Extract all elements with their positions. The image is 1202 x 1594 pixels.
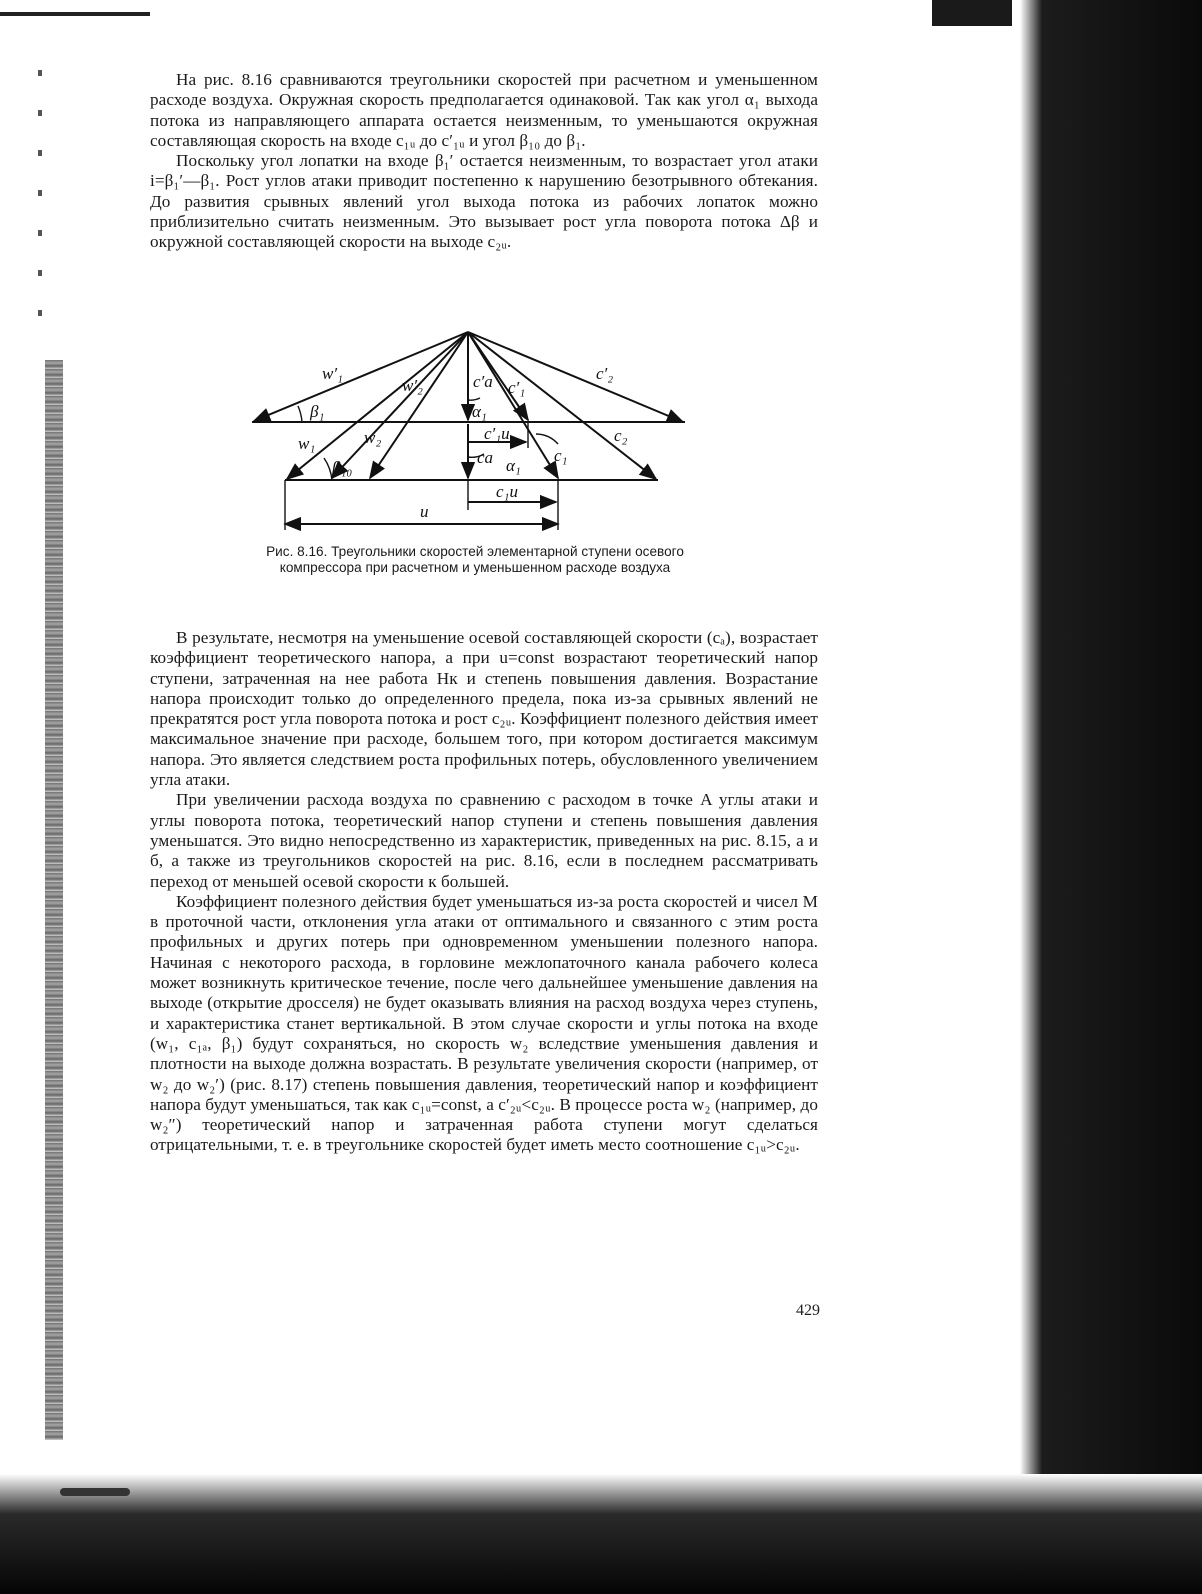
page-number: 429	[796, 1302, 820, 1319]
scan-artifact-top-line	[0, 12, 150, 16]
arc-c1	[536, 434, 558, 444]
label-w1-prime: w′₁	[322, 364, 343, 383]
label-ca: ca	[477, 448, 494, 467]
label-c1u-prime: c′₁u	[484, 424, 510, 443]
paragraph: В результате, несмотря на уменьшение осевой составляющей скорости (cₐ), возрастает коэффициент теоретического напора, а при u=const возрастают теоретический напор ступени, затраченная на нее работа Hк и степень повышения давления. Возрастание напора происходит только до определенного предела, пока из-за срывных явлений не прекратятся рост угла поворота потока и рост c₂ᵤ. Коэффициент полезного действия имеет максимальное значение при расходе, большем того, при котором достигается максимум напора. Это является следствием роста профильных потерь, обусловленного увеличением угла атаки.	[150, 628, 818, 790]
paragraph: Коэффициент полезного действия будет уменьшаться из-за роста скоростей и чисел M в проточной части, отклонения угла атаки от оптимального и связанного с этим роста профильных и других потерь при одновременном уменьшении полезного напора. Начиная с некоторого расхода, в горловине межлопаточного канала рабочего колеса может возникнуть критическое течение, после чего дальнейшее уменьшение давления на выходе (открытие дросселя) не будет оказывать влияния на расход воздуха через ступень, и характеристика станет вертикальной. В этом случае скорости и углы потока на входе (w₁, c₁ₐ, β₁) будут сохраняться, но скорость w₂ вследствие уменьшения давления и плотности на выходе должна возрастать. В результате увеличения скорости (например, от w₂ до w₂′) (рис. 8.17) степень повышения давления, теоретический напор и коэффициент напора будут уменьшаться, так как c₁ᵤ=const, а c′₂ᵤ<c₂ᵤ. В процессе роста w₂ (например, до w₂″) теоретический напор и затраченная работа ступени могут сделаться отрицательными, т. е. в треугольнике скоростей будет иметь место соотношение c₁ᵤ>c₂ᵤ.	[150, 891, 818, 1155]
velocity-triangles-diagram	[240, 322, 710, 532]
label-c2: c₂	[614, 426, 628, 445]
velocity-triangles-figure	[240, 322, 710, 532]
label-alpha1-top: α₁	[472, 402, 487, 421]
scan-artifact-right-band	[1012, 0, 1202, 1594]
scan-artifact-bottom-band	[0, 1474, 1202, 1594]
figure-caption: Рис. 8.16. Треугольники скоростей элементарной ступени осевого компрессора при расчетном и уменьшенном расходе воздуха	[266, 544, 684, 575]
label-c1u: c₁u	[496, 482, 518, 501]
vector-c2-prime	[468, 332, 683, 422]
vector-w1-prime	[254, 332, 468, 421]
paragraph: При увеличении расхода воздуха по сравнению с расходом в точке A углы атаки и углы поворота потока, теоретический напор ступени и степень повышения давления уменьшатся. Это видно непосредственно из характеристик, приведенных на рис. 8.15, а и б, а также из треугольников скоростей на рис. 8.16, если в последнем рассматривать переход от меньшей осевой скорости к большей.	[150, 790, 818, 891]
label-c1: c₁	[554, 446, 568, 465]
text-block-bottom	[150, 628, 818, 1156]
label-alpha1: α₁	[506, 456, 521, 475]
vector-w2-prime	[332, 332, 468, 478]
label-w1: w₁	[298, 434, 316, 453]
scan-artifact-bottom-blob	[60, 1488, 130, 1496]
paragraph: Поскольку угол лопатки на входе β₁′ остается неизменным, то возрастает угол атаки i=β₁′—β₁. Рост углов атаки приводит постепенно к нарушению безотрывного обтекания. До развития срывных явлений угол выхода потока из рабочих лопаток можно приблизительно считать неизменным. Это вызывает рост угла поворота потока Δβ и окружной составляющей скорости на выходе c₂ᵤ.	[150, 151, 818, 252]
scan-artifact-left-edge	[45, 360, 63, 1440]
label-ca-prime: c′a	[473, 372, 493, 391]
label-c2-prime: c′₂	[596, 364, 614, 383]
paragraph: На рис. 8.16 сравниваются треугольники скоростей при расчетном и уменьшенном расходе воздуха. Окружная скорость предполагается одинаковой. Так как угол α₁ выхода потока из направляющего аппарата остается неизменным, то уменьшаются окружная составляющая скорость на входе c₁ᵤ до c′₁ᵤ и угол β₁₀ до β₁.	[150, 70, 818, 150]
arc-beta10	[324, 458, 332, 480]
vector-w2	[370, 332, 468, 478]
text-block-top	[150, 70, 818, 253]
label-c1-prime: c′₁	[508, 378, 526, 397]
label-w2: w₂	[364, 428, 382, 447]
label-beta1: β₁	[310, 402, 325, 421]
arc-alpha1-top	[468, 398, 480, 400]
arc-beta1	[298, 406, 302, 422]
label-w2-prime: w′₂	[402, 376, 423, 395]
scan-artifact-left-dots	[38, 70, 42, 330]
label-beta10: β₁₀	[332, 458, 353, 477]
label-u: u	[420, 502, 429, 521]
